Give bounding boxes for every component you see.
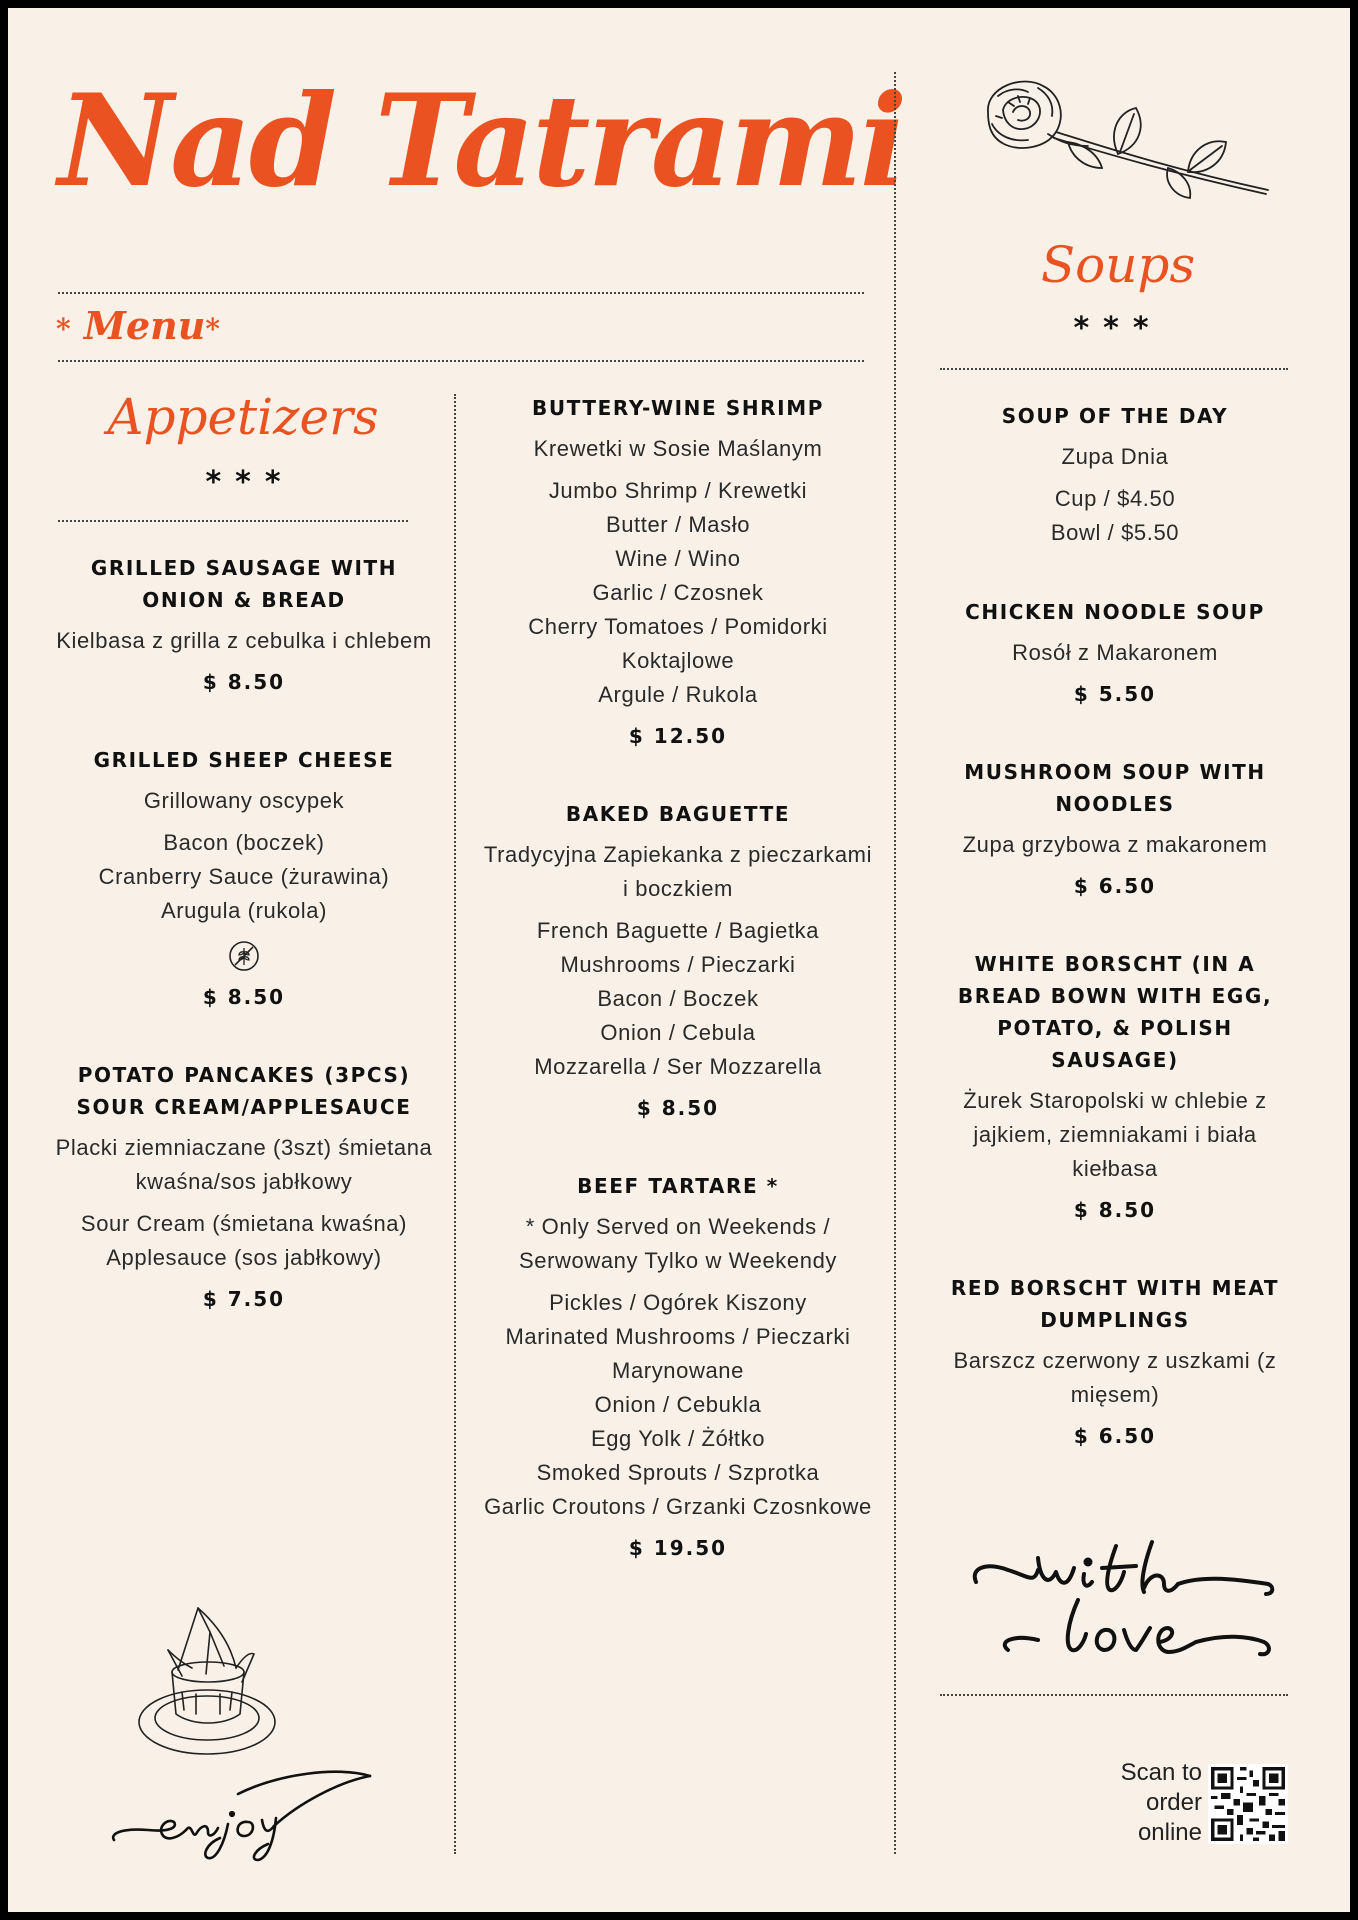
menu-item	[478, 392, 878, 752]
item-ingredients	[54, 826, 434, 928]
item-polish-name: Placki ziemniaczane (3szt) śmietana kwaśna/sos jabłkowy	[55, 1135, 433, 1194]
appetizers-stars: ***	[205, 465, 295, 500]
menu-page	[8, 8, 1350, 1912]
ingredient: Onion / Cebula	[600, 1020, 756, 1045]
ingredient: Egg Yolk / Żółtko	[590, 1426, 766, 1451]
item-name: SOUP OF THE DAY	[1001, 404, 1229, 428]
item-polish-name: Zupa Dnia	[1061, 444, 1169, 469]
item-polish-name: Kielbasa z grilla z cebulka i chlebem	[56, 628, 432, 653]
qr-code-icon[interactable]	[1208, 1762, 1288, 1846]
item-polish-name: * Only Served on Weekends / Serwowany Tylko w Weekendy	[518, 1214, 838, 1273]
middle-column	[478, 392, 878, 1564]
ingredient: Sour Cream (śmietana kwaśna)	[80, 1211, 408, 1236]
item-name: RED BORSCHT WITH MEAT DUMPLINGS	[950, 1276, 1280, 1332]
item-name: GRILLED SHEEP CHEESE	[93, 748, 395, 772]
item-polish-name: Barszcz czerwony z uszkami (z mięsem)	[953, 1348, 1277, 1407]
ingredient: Mushrooms / Pieczarki	[560, 952, 796, 977]
item-ingredients	[478, 914, 878, 1084]
item-price: $ 8.50	[202, 985, 286, 1009]
appetizers-column	[54, 552, 434, 1315]
ingredient: Cranberry Sauce (żurawina)	[98, 864, 390, 889]
item-polish-name: Zupa grzybowa z makaronem	[962, 832, 1268, 857]
rose-illustration	[968, 72, 1278, 202]
scan-to-order-text: Scan to order online	[1120, 1759, 1202, 1846]
ingredient: Butter / Masło	[605, 512, 751, 537]
napkin-cup-illustration	[132, 1602, 282, 1762]
item-price: $ 12.50	[628, 724, 728, 748]
item-name: BAKED BAGUETTE	[565, 802, 791, 826]
ingredient: Argule / Rukola	[598, 682, 758, 707]
divider	[58, 520, 408, 522]
item-name: WHITE BORSCHT (IN A BREAD BOWN WITH EGG, POTATO, & POLISH SAUSAGE)	[957, 952, 1273, 1072]
item-price: $ 7.50	[202, 1287, 286, 1311]
menu-item	[478, 1170, 878, 1564]
item-polish-name: Krewetki w Sosie Maślanym	[533, 436, 823, 461]
ingredient: Bowl / $5.50	[1050, 520, 1180, 545]
soups-stars: ***	[1073, 311, 1163, 346]
ingredient: Pickles / Ogórek Kiszony	[549, 1290, 807, 1315]
item-polish-name: Rosół z Makaronem	[1012, 640, 1218, 665]
ingredient: Applesauce (sos jabłkowy)	[106, 1245, 382, 1270]
gluten-free-icon	[228, 940, 260, 972]
item-price: $ 6.50	[1073, 1424, 1157, 1448]
item-price: $ 8.50	[202, 670, 286, 694]
ingredient: Garlic / Czosnek	[592, 580, 764, 605]
ingredient: Jumbo Shrimp / Krewetki	[548, 478, 808, 503]
item-price: $ 19.50	[628, 1536, 728, 1560]
divider	[58, 360, 864, 362]
menu-item	[942, 400, 1288, 550]
item-name: POTATO PANCAKES (3PCS) SOUR CREAM/APPLESAUCE	[76, 1063, 412, 1119]
enjoy-script	[108, 1764, 378, 1864]
item-name: GRILLED SAUSAGE WITH ONION & BREAD	[90, 556, 398, 612]
menu-item	[54, 552, 434, 698]
item-name: MUSHROOM SOUP WITH NOODLES	[964, 760, 1266, 816]
item-ingredients	[942, 482, 1288, 550]
column-divider	[894, 72, 896, 1854]
menu-item	[54, 1059, 434, 1315]
item-name: BUTTERY-WINE SHRIMP	[532, 396, 824, 420]
item-ingredients	[54, 1207, 434, 1275]
with-love-script	[968, 1538, 1278, 1678]
divider	[58, 292, 864, 294]
item-ingredients	[478, 474, 878, 712]
ingredient: Bacon / Boczek	[597, 986, 759, 1011]
restaurant-title: Nad Tatrami	[58, 67, 905, 215]
item-price: $ 8.50	[1073, 1198, 1157, 1222]
item-price: $ 8.50	[636, 1096, 720, 1120]
item-ingredients	[478, 1286, 878, 1524]
item-polish-name: Żurek Staropolski w chlebie z jajkiem, ziemniakami i biała kiełbasa	[963, 1088, 1267, 1181]
divider	[940, 1694, 1288, 1696]
menu-item	[54, 744, 434, 1013]
ingredient: Wine / Wino	[615, 546, 741, 571]
ingredient: Bacon (boczek)	[163, 830, 325, 855]
item-polish-name: Tradycyjna Zapiekanka z pieczarkami i boczkiem	[483, 842, 873, 901]
appetizers-title: Appetizers	[107, 388, 379, 446]
menu-item	[942, 596, 1288, 710]
menu-item	[942, 948, 1288, 1226]
item-polish-name: Grillowany oscypek	[143, 788, 345, 813]
ingredient: Mozzarella / Ser Mozzarella	[534, 1054, 822, 1079]
item-name: CHICKEN NOODLE SOUP	[965, 600, 1265, 624]
ingredient: Cup / $4.50	[1054, 486, 1176, 511]
ingredient: Smoked Sprouts / Szprotka	[536, 1460, 820, 1485]
ingredient: French Baguette / Bagietka	[536, 918, 820, 943]
soups-column	[942, 400, 1288, 1452]
item-name: BEEF TARTARE *	[577, 1174, 779, 1198]
column-divider	[454, 394, 456, 1854]
item-price: $ 5.50	[1073, 682, 1157, 706]
ingredient: Onion / Cebukla	[594, 1392, 762, 1417]
item-price: $ 6.50	[1073, 874, 1157, 898]
ingredient: Cherry Tomatoes / Pomidorki Koktajlowe	[528, 614, 828, 673]
menu-item	[942, 1272, 1288, 1452]
divider	[940, 368, 1288, 370]
ingredient: Garlic Croutons / Grzanki Czosnkowe	[484, 1494, 872, 1519]
menu-item	[478, 798, 878, 1124]
soups-title: Soups	[1040, 236, 1196, 294]
menu-label: * Menu*	[56, 303, 221, 348]
ingredient: Arugula (rukola)	[160, 898, 328, 923]
menu-item	[942, 756, 1288, 902]
ingredient: Marinated Mushrooms / Pieczarki Marynowane	[505, 1324, 851, 1383]
